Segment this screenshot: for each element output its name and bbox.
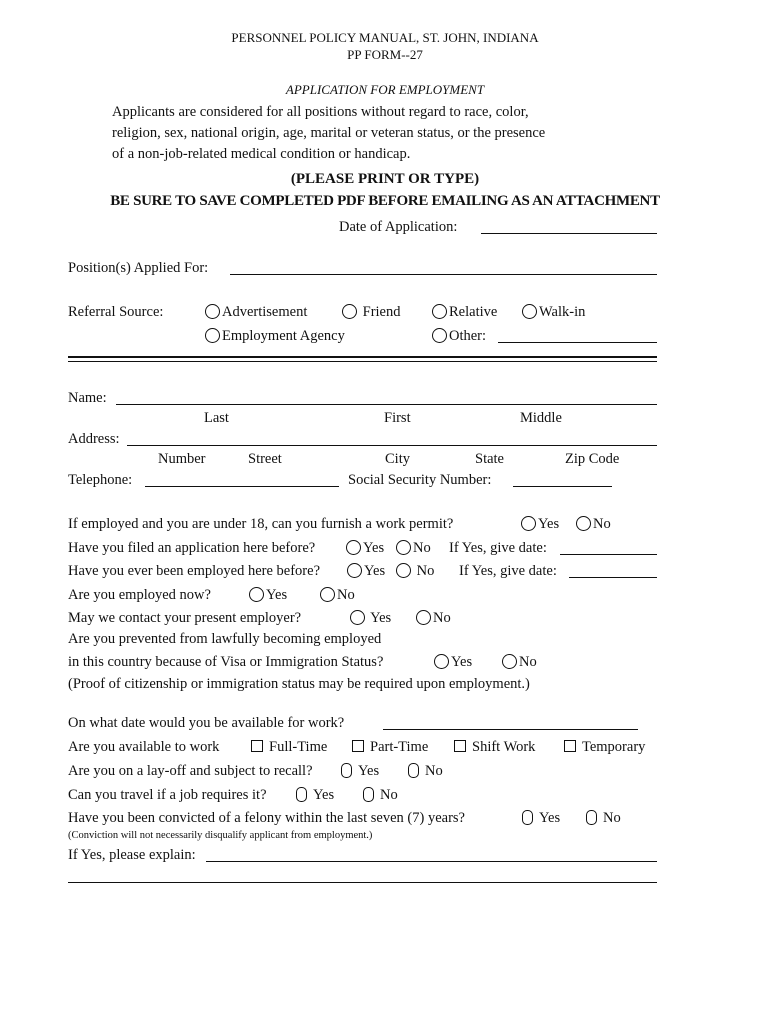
notice-line-2: religion, sex, national origin, age, marital or veteran status, or the presence [112, 125, 546, 141]
address-sub-city: City [385, 451, 410, 467]
section-divider-top [68, 356, 657, 358]
date-of-application-label: Date of Application: [339, 219, 458, 235]
travel-yes[interactable]: Yes [296, 787, 334, 804]
radio-icon[interactable] [205, 328, 220, 343]
felony-no[interactable]: No [586, 810, 621, 827]
available-date-field[interactable] [383, 729, 638, 730]
checkbox-icon[interactable] [251, 740, 263, 752]
notice-line-3: of a non-job-related medical condition or handicap. [112, 146, 411, 162]
referral-friend[interactable]: Friend [342, 304, 400, 321]
employed-before-no[interactable]: No [396, 563, 434, 580]
save-notice: BE SURE TO SAVE COMPLETED PDF BEFORE EMAILING AS AN ATTACHMENT [110, 193, 660, 209]
address-sub-zip: Zip Code [565, 451, 620, 467]
telephone-field[interactable] [145, 486, 339, 487]
print-notice: (PLEASE PRINT OR TYPE) [290, 171, 480, 187]
radio-icon[interactable] [416, 610, 431, 625]
question-explain: If Yes, please explain: [68, 847, 196, 863]
felony-note: (Conviction will not necessarily disqualify applicant from employment.) [68, 830, 373, 841]
section-divider-bottom [68, 361, 657, 362]
work-shift-work[interactable]: Shift Work [454, 739, 535, 756]
explain-field-line-1[interactable] [206, 861, 657, 862]
work-temporary[interactable]: Temporary [564, 739, 645, 756]
travel-no[interactable]: No [363, 787, 398, 804]
name-sub-middle: Middle [520, 410, 562, 426]
employed-before-yes[interactable]: Yes [347, 563, 385, 580]
visa-no[interactable]: No [502, 654, 537, 671]
radio-icon[interactable] [522, 810, 533, 825]
radio-icon[interactable] [396, 563, 411, 578]
radio-icon[interactable] [522, 304, 537, 319]
explain-field-line-2[interactable] [68, 882, 657, 883]
filed-before-date-field[interactable] [560, 554, 657, 555]
question-employed-now: Are you employed now? [68, 587, 211, 603]
employed-now-yes[interactable]: Yes [249, 587, 287, 604]
referral-advertisement[interactable]: Advertisement [205, 304, 307, 321]
radio-icon[interactable] [296, 787, 307, 802]
radio-icon[interactable] [363, 787, 374, 802]
question-contact-employer: May we contact your present employer? [68, 610, 302, 626]
question-visa-line-2: in this country because of Visa or Immigration Status? [68, 654, 384, 670]
question-layoff: Are you on a lay-off and subject to recall? [68, 763, 313, 779]
filed-before-date-label: If Yes, give date: [449, 540, 547, 556]
telephone-label: Telephone: [68, 472, 133, 488]
felony-yes[interactable]: Yes [522, 810, 560, 827]
work-permit-no[interactable]: No [576, 516, 611, 533]
work-part-time[interactable]: Part-Time [352, 739, 428, 756]
contact-employer-yes[interactable]: Yes [350, 610, 391, 627]
radio-icon[interactable] [320, 587, 335, 602]
position-label: Position(s) Applied For: [68, 260, 209, 276]
radio-icon[interactable] [341, 763, 352, 778]
work-permit-yes[interactable]: Yes [521, 516, 559, 533]
radio-icon[interactable] [586, 810, 597, 825]
work-full-time[interactable]: Full-Time [251, 739, 327, 756]
header-form-number: PP FORM--27 [347, 47, 423, 62]
question-felony: Have you been convicted of a felony within the last seven (7) years? [68, 810, 465, 826]
filed-before-yes[interactable]: Yes [346, 540, 384, 557]
address-sub-number: Number [158, 451, 206, 467]
position-field[interactable] [230, 274, 657, 275]
address-label: Address: [68, 431, 120, 447]
radio-icon[interactable] [432, 304, 447, 319]
referral-other[interactable]: Other: [432, 328, 486, 345]
filed-before-no[interactable]: No [396, 540, 431, 557]
name-sub-first: First [384, 410, 411, 426]
name-label: Name: [68, 390, 107, 406]
referral-employment-agency[interactable]: Employment Agency [205, 328, 345, 345]
employed-before-date-label: If Yes, give date: [459, 563, 557, 579]
radio-icon[interactable] [408, 763, 419, 778]
employed-before-date-field[interactable] [569, 577, 657, 578]
header-manual-title: PERSONNEL POLICY MANUAL, ST. JOHN, INDIANA [231, 30, 539, 45]
radio-icon[interactable] [346, 540, 361, 555]
employed-now-no[interactable]: No [320, 587, 355, 604]
checkbox-icon[interactable] [352, 740, 364, 752]
layoff-no[interactable]: No [408, 763, 443, 780]
visa-proof-note: (Proof of citizenship or immigration status may be required upon employment.) [68, 676, 530, 692]
referral-relative[interactable]: Relative [432, 304, 497, 321]
question-filed-before: Have you filed an application here before? [68, 540, 316, 556]
radio-icon[interactable] [347, 563, 362, 578]
address-field[interactable] [127, 445, 657, 446]
checkbox-icon[interactable] [564, 740, 576, 752]
referral-label: Referral Source: [68, 304, 164, 320]
name-field[interactable] [116, 404, 657, 405]
radio-icon[interactable] [342, 304, 357, 319]
notice-line-1: Applicants are considered for all positions without regard to race, color, [112, 104, 529, 120]
radio-icon[interactable] [350, 610, 365, 625]
radio-icon[interactable] [434, 654, 449, 669]
ssn-label: Social Security Number: [348, 472, 492, 488]
visa-yes[interactable]: Yes [434, 654, 472, 671]
layoff-yes[interactable]: Yes [341, 763, 379, 780]
radio-icon[interactable] [576, 516, 591, 531]
contact-employer-no[interactable]: No [416, 610, 451, 627]
question-visa-line-1: Are you prevented from lawfully becoming employed [68, 631, 382, 647]
question-work-permit: If employed and you are under 18, can you furnish a work permit? [68, 516, 454, 532]
checkbox-icon[interactable] [454, 740, 466, 752]
question-travel: Can you travel if a job requires it? [68, 787, 267, 803]
radio-icon[interactable] [502, 654, 517, 669]
radio-icon[interactable] [432, 328, 447, 343]
question-available-date: On what date would you be available for work? [68, 715, 345, 731]
radio-icon[interactable] [249, 587, 264, 602]
question-employed-before: Have you ever been employed here before? [68, 563, 321, 579]
ssn-field[interactable] [513, 486, 612, 487]
radio-icon[interactable] [396, 540, 411, 555]
radio-icon[interactable] [205, 304, 220, 319]
date-of-application-field[interactable] [481, 233, 657, 234]
question-available-type: Are you available to work [68, 739, 220, 755]
radio-icon[interactable] [521, 516, 536, 531]
address-sub-state: State [475, 451, 504, 467]
referral-walk-in[interactable]: Walk-in [522, 304, 585, 321]
referral-other-field[interactable] [498, 342, 657, 343]
address-sub-street: Street [248, 451, 282, 467]
name-sub-last: Last [204, 410, 229, 426]
form-title: APPLICATION FOR EMPLOYMENT [285, 82, 485, 97]
